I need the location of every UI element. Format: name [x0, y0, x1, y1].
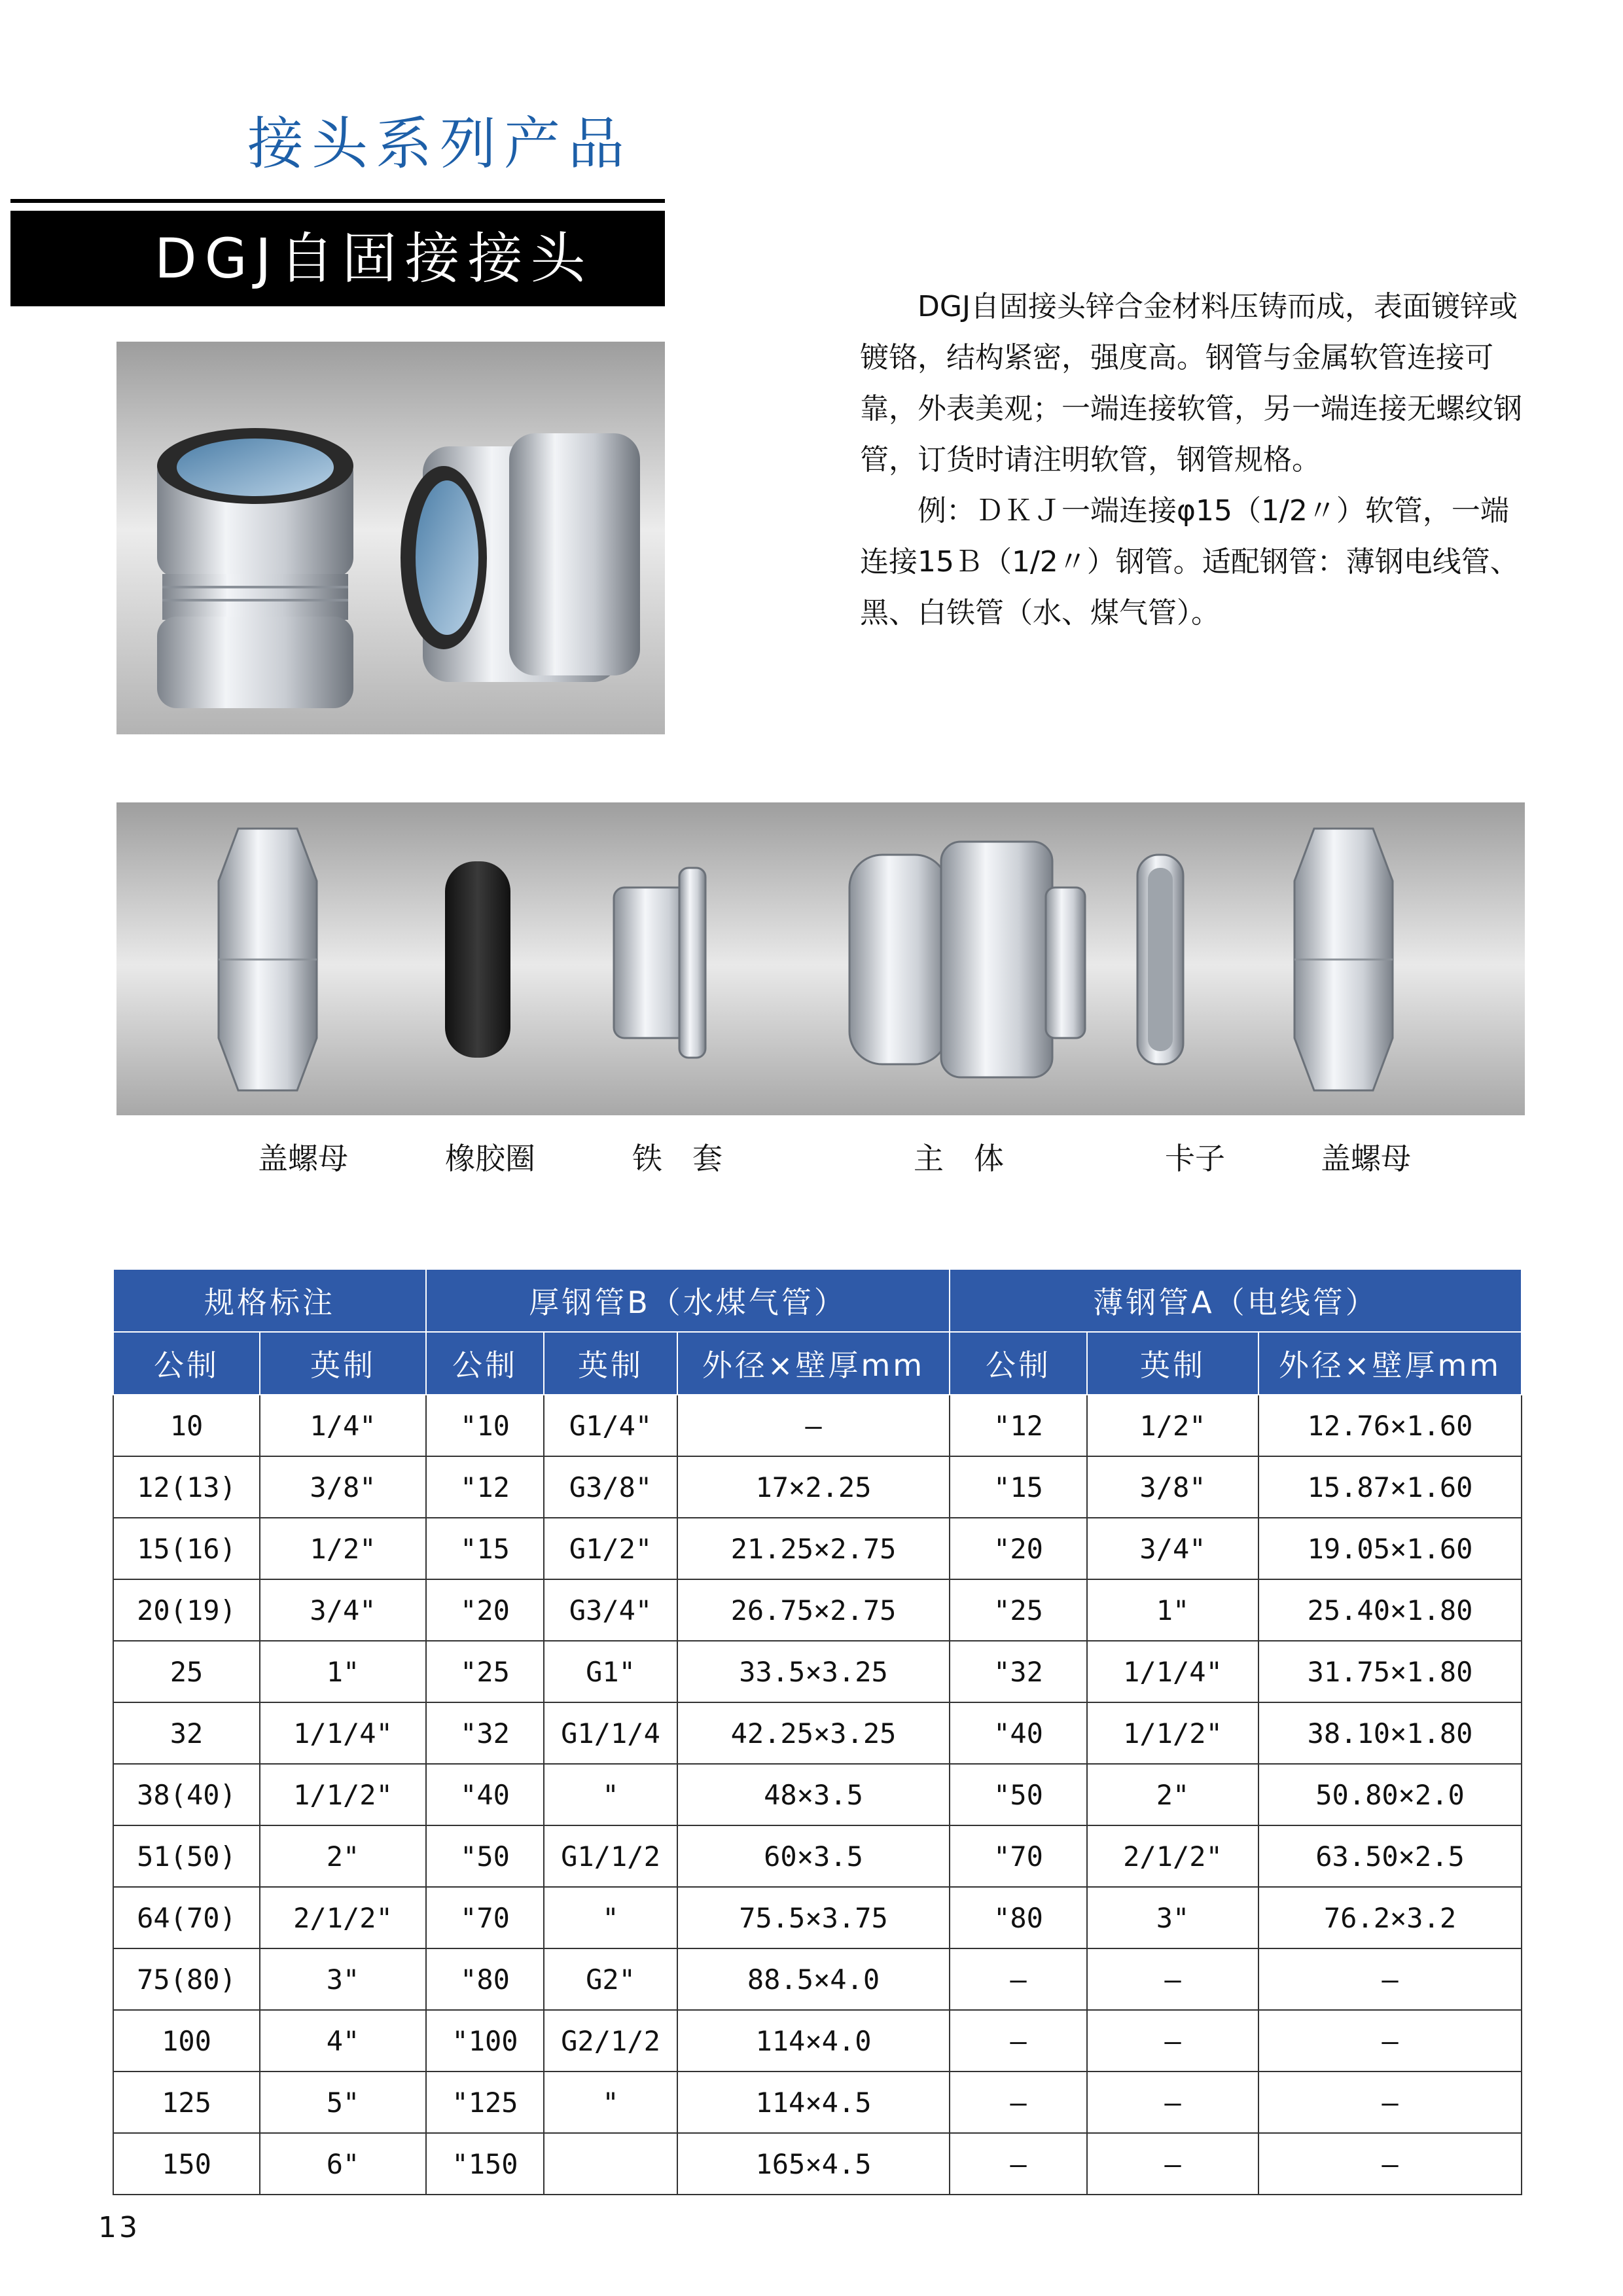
col-header: 外径×壁厚mm	[677, 1332, 950, 1395]
table-row	[113, 1518, 1522, 1579]
table-cell: —	[1087, 2072, 1258, 2133]
table-cell: —	[1258, 2010, 1522, 2072]
part-label-iron-sleeve: 铁 套	[632, 1141, 722, 1176]
table-cell: 15.87×1.60	[1258, 1456, 1522, 1518]
table-cell: 2/1/2"	[1087, 1825, 1258, 1887]
parts-photo	[116, 802, 1525, 1115]
table-cell: 20(19)	[113, 1579, 260, 1641]
table-cell: 63.50×2.5	[1258, 1825, 1522, 1887]
table-cell: G1/4"	[544, 1395, 677, 1456]
table-cell: —	[677, 1395, 950, 1456]
series-title: 接头系列产品	[247, 111, 632, 177]
table-cell: 3/8"	[260, 1456, 426, 1518]
table-cell: 75(80)	[113, 1948, 260, 2010]
col-header: 公制	[950, 1332, 1087, 1395]
table-cell: 3"	[260, 1948, 426, 2010]
table-sub-header-row	[113, 1332, 1522, 1395]
table-cell: "80	[426, 1948, 544, 2010]
table-cell: G2/1/2	[544, 2010, 677, 2072]
table-row	[113, 1825, 1522, 1887]
clip-image	[1137, 855, 1183, 1064]
col-header: 公制	[426, 1332, 544, 1395]
table-cell: 10	[113, 1395, 260, 1456]
table-row	[113, 2072, 1522, 2133]
table-cell: 50.80×2.0	[1258, 1764, 1522, 1825]
table-cell: G1/1/2	[544, 1825, 677, 1887]
rubber-ring-image	[445, 861, 510, 1058]
table-cell: "	[544, 1887, 677, 1948]
table-cell: —	[1258, 2072, 1522, 2133]
table-cell: "25	[950, 1579, 1087, 1641]
table-cell: "25	[426, 1641, 544, 1702]
table-row	[113, 1702, 1522, 1764]
table-cell: 75.5×3.75	[677, 1887, 950, 1948]
col-header: 英制	[1087, 1332, 1258, 1395]
table-cell: 25	[113, 1641, 260, 1702]
table-cell: "20	[426, 1579, 544, 1641]
table-cell: 3/4"	[1087, 1518, 1258, 1579]
table-row	[113, 2133, 1522, 2195]
table-row	[113, 1456, 1522, 1518]
table-cell: 2"	[260, 1825, 426, 1887]
part-label-rubber-ring: 橡胶圈	[445, 1141, 535, 1176]
table-cell: "15	[950, 1456, 1087, 1518]
cap-nut-left-image	[219, 829, 317, 1090]
page-number: 13	[98, 2211, 140, 2244]
description-paragraph: DGJ自固接头锌合金材料压铸而成，表面镀锌或镀铬，结构紧密，强度高。钢管与金属软管连接可靠，外表美观；一端连接软管，另一端连接无螺纹钢管，订货时请注明软管，钢管规格。	[860, 290, 1522, 476]
table-cell: —	[1087, 2133, 1258, 2195]
table-row	[113, 1641, 1522, 1702]
table-cell: "32	[950, 1641, 1087, 1702]
table-cell: "40	[426, 1764, 544, 1825]
table-cell: "50	[950, 1764, 1087, 1825]
group-header-spec: 规格标注	[113, 1269, 426, 1332]
table-row	[113, 1579, 1522, 1641]
product-photo	[116, 342, 665, 734]
product-title: DGJ自固接接头	[10, 211, 665, 306]
table-cell: "12	[426, 1456, 544, 1518]
table-row	[113, 1887, 1522, 1948]
table-cell: 100	[113, 2010, 260, 2072]
table-cell: G3/8"	[544, 1456, 677, 1518]
table-cell: "70	[950, 1825, 1087, 1887]
table-cell: "10	[426, 1395, 544, 1456]
table-cell: 2/1/2"	[260, 1887, 426, 1948]
assembled-fittings-image	[116, 342, 665, 734]
table-cell: "32	[426, 1702, 544, 1764]
main-body-image	[849, 842, 1085, 1077]
table-cell: 19.05×1.60	[1258, 1518, 1522, 1579]
table-cell: 15(16)	[113, 1518, 260, 1579]
table-group-header-row	[113, 1269, 1522, 1332]
table-cell: 21.25×2.75	[677, 1518, 950, 1579]
table-cell: 114×4.0	[677, 2010, 950, 2072]
title-rule	[10, 199, 665, 203]
table-cell: —	[950, 1948, 1087, 2010]
table-cell: "	[544, 2072, 677, 2133]
table-cell: G3/4"	[544, 1579, 677, 1641]
iron-sleeve-image	[614, 868, 705, 1058]
table-cell: "20	[950, 1518, 1087, 1579]
table-cell: "125	[426, 2072, 544, 2133]
table-cell: 60×3.5	[677, 1825, 950, 1887]
table-cell	[544, 2133, 677, 2195]
table-cell: 38.10×1.80	[1258, 1702, 1522, 1764]
table-cell: 1/2"	[1087, 1395, 1258, 1456]
table-cell: —	[950, 2133, 1087, 2195]
table-cell: —	[1258, 1948, 1522, 2010]
table-cell: 76.2×3.2	[1258, 1887, 1522, 1948]
table-cell: G2"	[544, 1948, 677, 2010]
table-row	[113, 1764, 1522, 1825]
table-cell: 42.25×3.25	[677, 1702, 950, 1764]
table-cell: "	[544, 1764, 677, 1825]
table-cell: 1/1/4"	[260, 1702, 426, 1764]
cap-nut-right-image	[1294, 829, 1393, 1090]
table-cell: 17×2.25	[677, 1456, 950, 1518]
table-cell: 33.5×3.25	[677, 1641, 950, 1702]
table-cell: "150	[426, 2133, 544, 2195]
exploded-parts-image	[116, 802, 1525, 1115]
table-row	[113, 1395, 1522, 1456]
table-row	[113, 2010, 1522, 2072]
table-cell: 5"	[260, 2072, 426, 2133]
table-cell: 51(50)	[113, 1825, 260, 1887]
product-description	[860, 281, 1525, 639]
table-cell: 1/1/4"	[1087, 1641, 1258, 1702]
col-header: 英制	[544, 1332, 677, 1395]
col-header: 英制	[260, 1332, 426, 1395]
table-cell: 3/8"	[1087, 1456, 1258, 1518]
col-header: 公制	[113, 1332, 260, 1395]
table-cell: "40	[950, 1702, 1087, 1764]
table-cell: 12.76×1.60	[1258, 1395, 1522, 1456]
table-cell: 165×4.5	[677, 2133, 950, 2195]
part-label-main-body: 主 体	[914, 1141, 1004, 1176]
table-cell: G1"	[544, 1641, 677, 1702]
table-cell: 3/4"	[260, 1579, 426, 1641]
table-cell: 31.75×1.80	[1258, 1641, 1522, 1702]
table-row	[113, 1948, 1522, 2010]
table-cell: 2"	[1087, 1764, 1258, 1825]
table-cell: —	[950, 2010, 1087, 2072]
table-cell: 12(13)	[113, 1456, 260, 1518]
table-cell: 1/2"	[260, 1518, 426, 1579]
part-label-cap-nut-2: 盖螺母	[1321, 1141, 1411, 1176]
table-cell: —	[1258, 2133, 1522, 2195]
group-header-thick-steel: 厚钢管B（水煤气管）	[426, 1269, 950, 1332]
table-cell: 4"	[260, 2010, 426, 2072]
description-example: 例：ＤＫＪ一端连接φ15（1/2〃）软管，一端连接15Ｂ（1/2〃）钢管。适配钢管：薄钢电线管、黑、白铁管（水、煤气管）。	[860, 494, 1519, 630]
table-cell: 64(70)	[113, 1887, 260, 1948]
table-cell: 114×4.5	[677, 2072, 950, 2133]
table-cell: "15	[426, 1518, 544, 1579]
table-cell: "70	[426, 1887, 544, 1948]
table-cell: G1/2"	[544, 1518, 677, 1579]
table-cell: 1"	[260, 1641, 426, 1702]
table-cell: 48×3.5	[677, 1764, 950, 1825]
table-cell: G1/1/4	[544, 1702, 677, 1764]
table-cell: "80	[950, 1887, 1087, 1948]
table-cell: 1/1/2"	[260, 1764, 426, 1825]
table-cell: —	[1087, 1948, 1258, 2010]
table-cell: "100	[426, 2010, 544, 2072]
table-cell: —	[950, 2072, 1087, 2133]
col-header: 外径×壁厚mm	[1258, 1332, 1522, 1395]
table-cell: 1"	[1087, 1579, 1258, 1641]
table-cell: 150	[113, 2133, 260, 2195]
table-cell: 3"	[1087, 1887, 1258, 1948]
spec-table-body	[113, 1395, 1522, 2195]
table-cell: 32	[113, 1702, 260, 1764]
table-cell: "50	[426, 1825, 544, 1887]
group-header-thin-steel: 薄钢管A（电线管）	[950, 1269, 1522, 1332]
table-cell: 88.5×4.0	[677, 1948, 950, 2010]
part-label-clip: 卡子	[1165, 1141, 1225, 1176]
table-cell: "12	[950, 1395, 1087, 1456]
table-cell: 1/1/2"	[1087, 1702, 1258, 1764]
table-cell: 1/4"	[260, 1395, 426, 1456]
table-cell: —	[1087, 2010, 1258, 2072]
part-label-cap-nut: 盖螺母	[258, 1141, 348, 1176]
table-cell: 6"	[260, 2133, 426, 2195]
table-cell: 38(40)	[113, 1764, 260, 1825]
table-cell: 25.40×1.80	[1258, 1579, 1522, 1641]
spec-table	[113, 1268, 1522, 2195]
table-cell: 125	[113, 2072, 260, 2133]
table-cell: 26.75×2.75	[677, 1579, 950, 1641]
